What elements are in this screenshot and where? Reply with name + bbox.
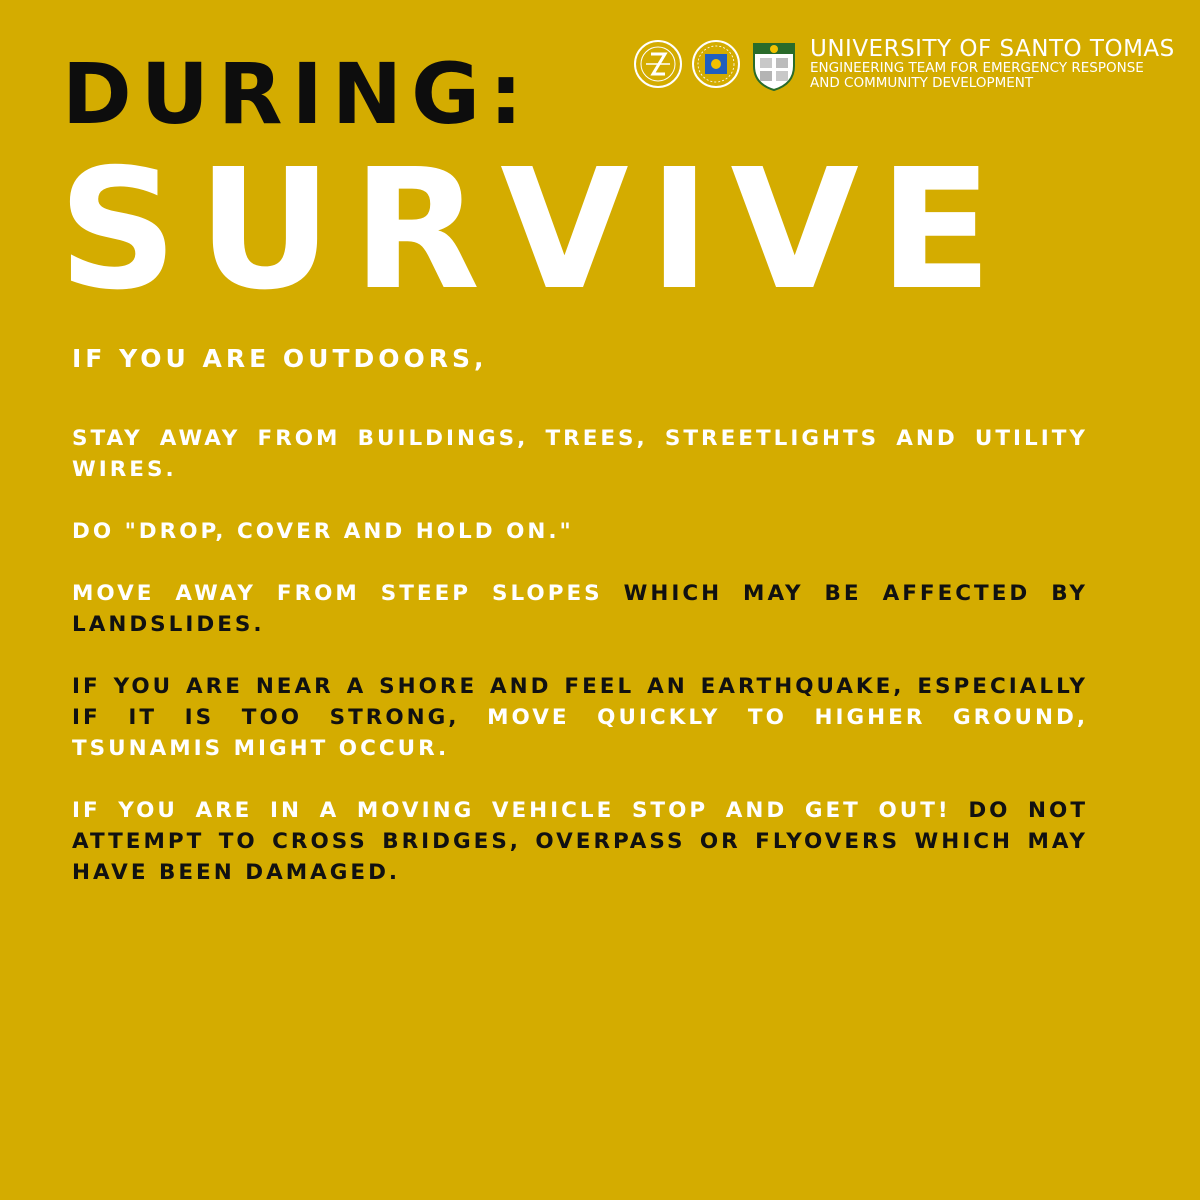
- ust-blue-seal-icon: [690, 36, 742, 92]
- phase-heading: DURING:: [62, 45, 532, 143]
- outdoors-lead: IF YOU ARE OUTDOORS,: [72, 344, 488, 373]
- action-heading: SURVIVE: [58, 134, 1013, 327]
- shield-crest-icon: [748, 36, 800, 92]
- brand-text: [810, 37, 1175, 91]
- tip-shore-condition: IF YOU ARE NEAR A SHORE AND FEEL AN EARTHQUAKE, ESPECIALLY IF IT IS TOO STRONG,: [72, 674, 1088, 730]
- university-name: UNIVERSITY OF SANTO TOMAS: [810, 36, 1175, 62]
- header-branding: [632, 36, 1175, 92]
- tip-vehicle-warning: DO NOT ATTEMPT TO CROSS BRIDGES, OVERPASS OR FLYOVERS WHICH MAY HAVE BEEN DAMAGED.: [72, 798, 1088, 885]
- tip-steep-slopes: [72, 578, 1088, 640]
- tip-steep-slopes-highlight: MOVE AWAY FROM STEEP SLOPES: [72, 581, 603, 606]
- tip-vehicle-action: IF YOU ARE IN A MOVING VEHICLE STOP AND GET OUT!: [72, 798, 951, 823]
- tip-drop-cover: DO "DROP, COVER AND HOLD ON.": [72, 519, 574, 544]
- tip-vehicle: [72, 795, 1088, 888]
- tip-shore: [72, 671, 1088, 764]
- tip-shore-action: MOVE QUICKLY TO HIGHER GROUND, TSUNAMIS MIGHT OCCUR.: [72, 705, 1088, 761]
- engineering-seal-icon: [632, 36, 684, 92]
- team-name-line2: AND COMMUNITY DEVELOPMENT: [810, 75, 1034, 91]
- tip-stay-away: STAY AWAY FROM BUILDINGS, TREES, STREETLIGHTS AND UTILITY WIRES.: [72, 426, 1088, 482]
- tip-steep-slopes-detail: WHICH MAY BE AFFECTED BY LANDSLIDES.: [72, 581, 1088, 637]
- instructions: [72, 341, 1088, 919]
- team-name-line1: ENGINEERING TEAM FOR EMERGENCY RESPONSE: [810, 60, 1144, 76]
